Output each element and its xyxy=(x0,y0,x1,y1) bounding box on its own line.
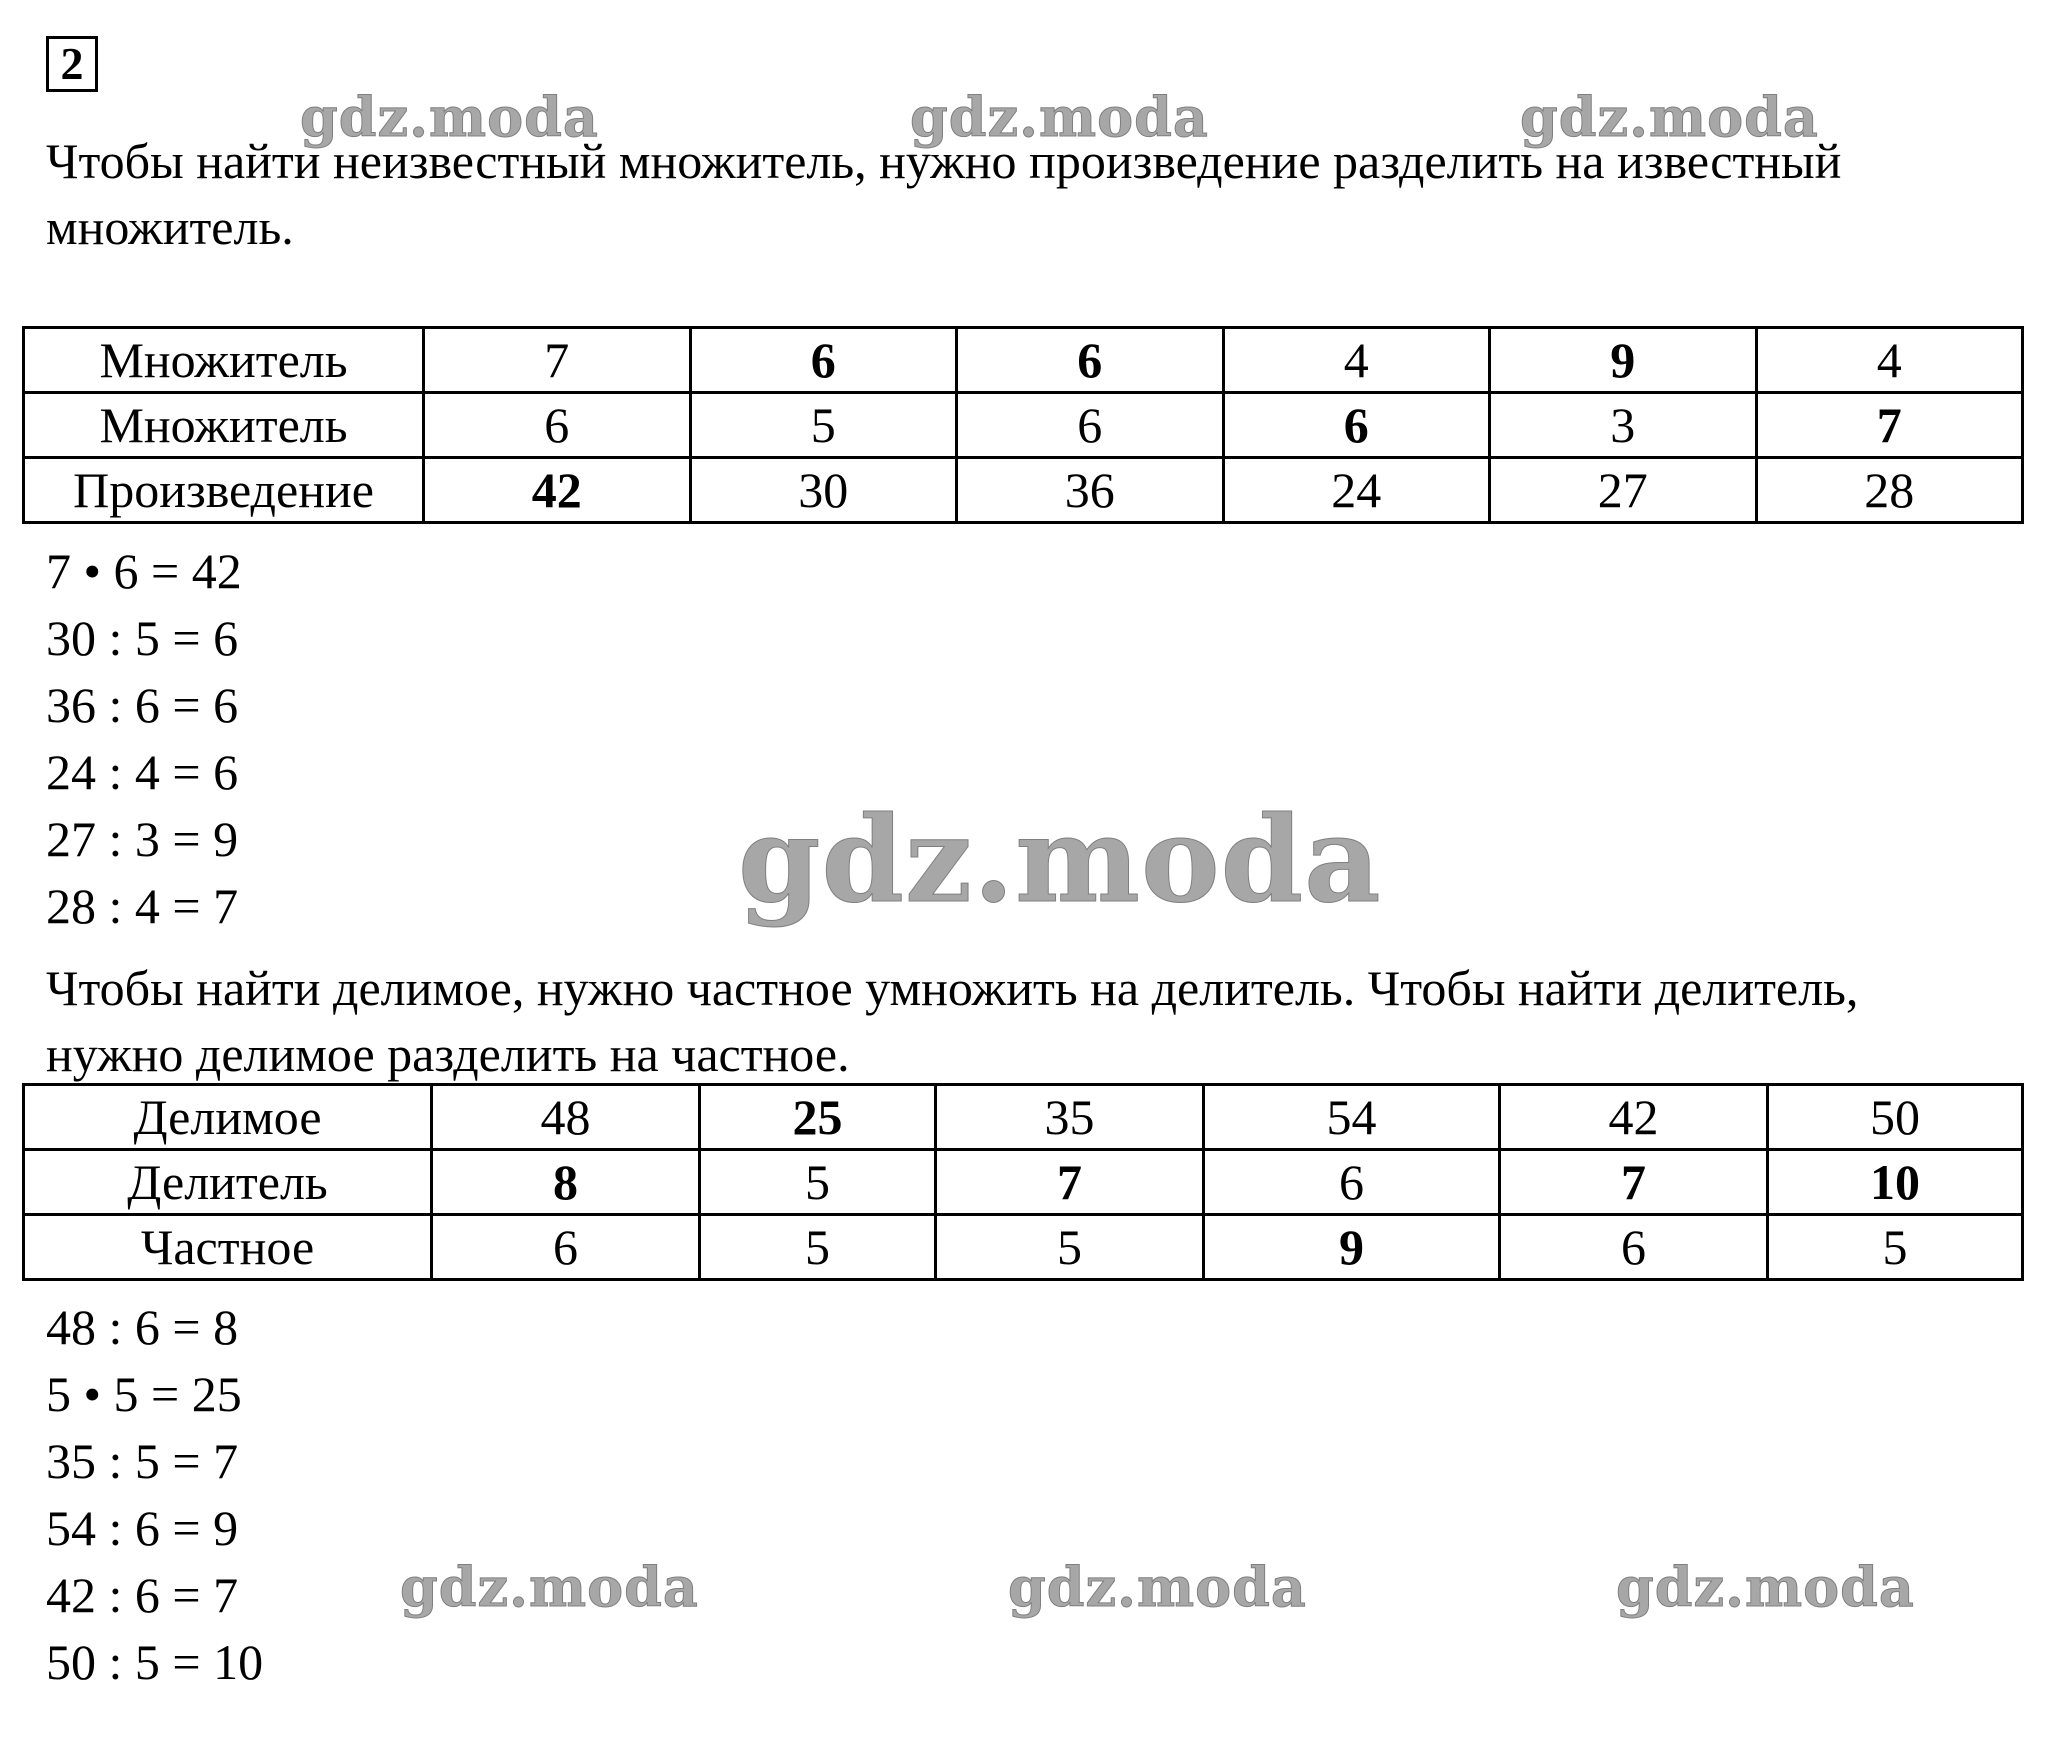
table-cell: 35 xyxy=(936,1085,1204,1150)
equation: 24 : 4 = 6 xyxy=(46,744,239,800)
equation: 7 • 6 = 42 xyxy=(46,543,242,599)
table-cell: 48 xyxy=(432,1085,700,1150)
watermark: gdz.moda xyxy=(738,790,1382,929)
row-label: Частное xyxy=(24,1215,432,1280)
watermark: gdz.moda xyxy=(1520,85,1819,149)
task-number: 2 xyxy=(46,36,98,92)
equation: 27 : 3 = 9 xyxy=(46,811,239,867)
row-label: Множитель xyxy=(24,328,424,393)
equation: 42 : 6 = 7 xyxy=(46,1567,239,1623)
table-row xyxy=(24,1215,2023,1280)
rule-multiplier: Чтобы найти неизвестный множитель, нужно произведение разделить на известный множитель. xyxy=(46,133,1842,255)
table-cell: 9 xyxy=(1490,328,1757,393)
watermark: gdz.moda xyxy=(910,85,1209,149)
table-cell: 50 xyxy=(1768,1085,2023,1150)
table-cell: 5 xyxy=(690,393,957,458)
table-cell: 42 xyxy=(1500,1085,1768,1150)
row-label: Множитель xyxy=(24,393,424,458)
table-cell: 6 xyxy=(432,1215,700,1280)
table-cell: 5 xyxy=(700,1150,936,1215)
table-cell: 10 xyxy=(1768,1150,2023,1215)
table-row xyxy=(24,393,2023,458)
table-cell: 9 xyxy=(1204,1215,1500,1280)
table-cell: 7 xyxy=(936,1150,1204,1215)
table-cell: 6 xyxy=(690,328,957,393)
equation: 50 : 5 = 10 xyxy=(46,1634,264,1690)
table-row xyxy=(24,328,2023,393)
multiplication-table xyxy=(22,326,2024,524)
table-cell: 4 xyxy=(1223,328,1490,393)
table-cell: 3 xyxy=(1490,393,1757,458)
table-cell: 24 xyxy=(1223,458,1490,523)
row-label: Делитель xyxy=(24,1150,432,1215)
table-cell: 6 xyxy=(1204,1150,1500,1215)
table-cell: 4 xyxy=(1756,328,2023,393)
equation: 54 : 6 = 9 xyxy=(46,1500,239,1556)
watermark: gdz.moda xyxy=(300,85,599,149)
table-cell: 6 xyxy=(957,393,1224,458)
watermark: gdz.moda xyxy=(1008,1555,1307,1619)
table-cell: 8 xyxy=(432,1150,700,1215)
table-cell: 5 xyxy=(1768,1215,2023,1280)
table-row xyxy=(24,1085,2023,1150)
table-cell: 28 xyxy=(1756,458,2023,523)
table-row xyxy=(24,458,2023,523)
equation: 36 : 6 = 6 xyxy=(46,677,239,733)
equation: 30 : 5 = 6 xyxy=(46,610,239,666)
table-cell: 36 xyxy=(957,458,1224,523)
table-cell: 6 xyxy=(424,393,691,458)
watermark: gdz.moda xyxy=(1616,1555,1915,1619)
rule-dividend-divisor: Чтобы найти делимое, нужно частное умножить на делитель. Чтобы найти делитель, нужно делимое разделить на частное. xyxy=(46,960,1859,1082)
table-row xyxy=(24,1150,2023,1215)
table-cell: 30 xyxy=(690,458,957,523)
table-cell: 6 xyxy=(957,328,1224,393)
watermark: gdz.moda xyxy=(400,1555,699,1619)
table-cell: 27 xyxy=(1490,458,1757,523)
table-cell: 7 xyxy=(1756,393,2023,458)
table-cell: 54 xyxy=(1204,1085,1500,1150)
equation: 35 : 5 = 7 xyxy=(46,1433,239,1489)
equation: 5 • 5 = 25 xyxy=(46,1366,242,1422)
division-table xyxy=(22,1083,2024,1281)
equation: 48 : 6 = 8 xyxy=(46,1299,239,1355)
table-cell: 25 xyxy=(700,1085,936,1150)
equation: 28 : 4 = 7 xyxy=(46,878,239,934)
table-cell: 7 xyxy=(1500,1150,1768,1215)
equations-list xyxy=(46,1294,263,1696)
table-cell: 6 xyxy=(1223,393,1490,458)
table-cell: 42 xyxy=(424,458,691,523)
table-cell: 5 xyxy=(936,1215,1204,1280)
table-cell: 5 xyxy=(700,1215,936,1280)
table-cell: 7 xyxy=(424,328,691,393)
row-label: Произведение xyxy=(24,458,424,523)
row-label: Делимое xyxy=(24,1085,432,1150)
table-cell: 6 xyxy=(1500,1215,1768,1280)
equations-list xyxy=(46,538,242,940)
